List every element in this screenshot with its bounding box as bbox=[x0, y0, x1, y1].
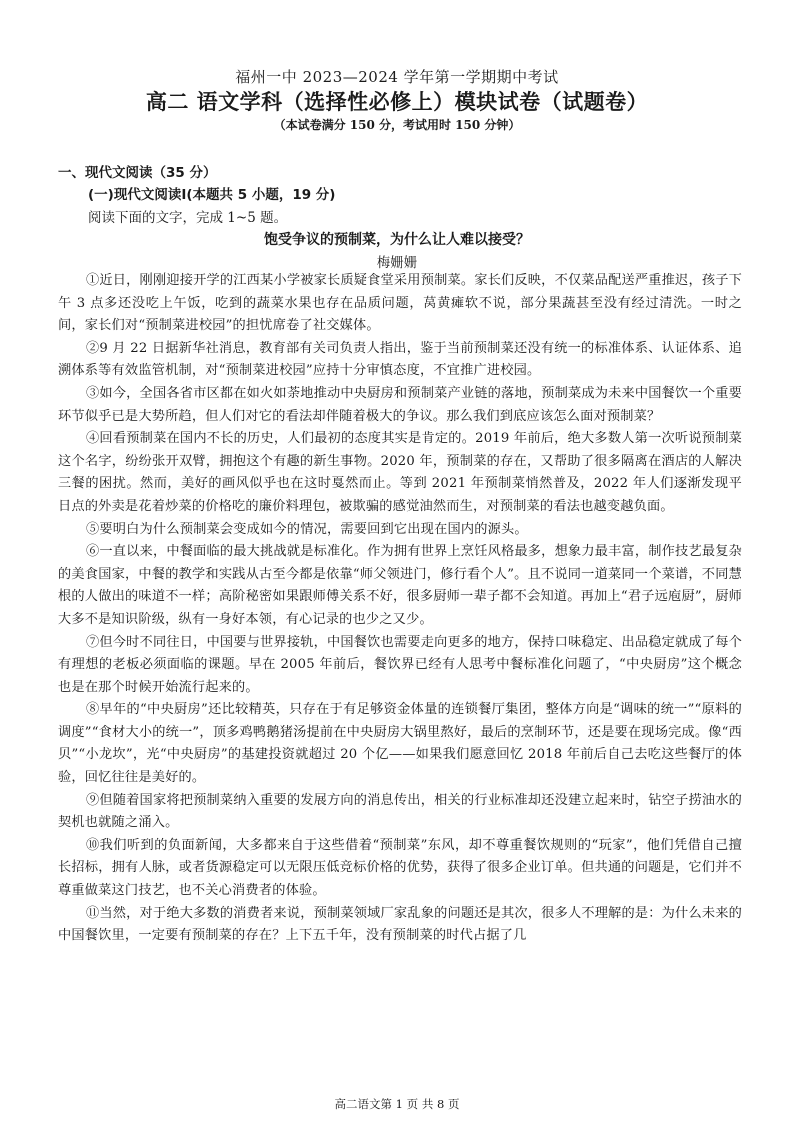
exam-school-heading: 福州一中 2023—2024 学年第一学期期中考试 bbox=[235, 68, 559, 86]
exam-title: 高二 语文学科（选择性必修上）模块试卷（试题卷） bbox=[145, 90, 649, 114]
article-paragraph-8: ⑧早年的“中央厨房”还比较精英，只存在于有足够资金体量的连锁餐厅集团，整体方向是“调味的统一”“原料的调度”“食材大小的统一”，顶多鸡鸭鹅猪汤提前在中央厨房大锅里熬好，最后的烹制环节，还是要在现场完成。像“西贝”“小龙坎”，光“中央厨房”的基建投资就超过 20 个亿——如果我们愿意回忆 2018 年前后自己去吃这些餐厅的体验，回忆往往是美好的。 bbox=[58, 702, 742, 786]
article-paragraph-11: ⑪当然，对于绝大多数的消费者来说，预制菜领域厂家乱象的问题还是其次，很多人不理解的是：为什么未来的中国餐饮里，一定要有预制菜的存在？上下五千年，没有预制菜的时代占据了几 bbox=[58, 905, 742, 944]
page-footer: 高二语文第 1 页 共 8 页 bbox=[334, 1097, 460, 1111]
section-title: 一、现代文阅读（35 分） bbox=[58, 165, 217, 181]
article-paragraph-6: ⑥一直以来，中餐面临的最大挑战就是标准化。作为拥有世界上烹饪风格最多，想象力最丰富，制作技艺最复杂的美食国家，中餐的教学和实践从古至今都是依靠“师父领进门，修行看个人”。且不说同一道菜同一个菜谱，不同慧根的人做出的味道不一样；高阶秘密如果跟师傅关系不好，很多厨师一辈子都不会知道。再加上“君子远庖厨”，厨师大多不是知识阶级，纵有一身好本领，有心记录的也少之又少。 bbox=[58, 544, 742, 627]
article-paragraph-10: ⑩我们听到的负面新闻，大多都来自于这些借着“预制菜”东风，却不尊重餐饮规则的“玩家”，他们凭借自己擅长招标，拥有人脉，或者货源稳定可以无限压低竞标价格的优势，获得了很多企业订单。但共通的问题是，它们并不尊重做菜这门技艺，也不关心消费者的体验。 bbox=[58, 837, 742, 899]
article-body bbox=[58, 270, 742, 948]
subsection-title: (一)现代文阅读Ⅰ(本题共 5 小题，19 分) bbox=[88, 187, 336, 203]
article-paragraph-2: ②9 月 22 日据新华社消息，教育部有关司负责人指出，鉴于当前预制菜还没有统一的标准体系、认证体系、追溯体系等有效监管机制，对“预制菜进校园”应持十分审慎态度，不宜推广进校园。 bbox=[58, 340, 742, 379]
article-paragraph-3: ③如今，全国各省市区都在如火如荼地推动中央厨房和预制菜产业链的落地，预制菜成为未来中国餐饮一个重要环节似乎已是大势所趋，但人们对它的看法却伴随着极大的争议。那么我们到底应该怎么面对预制菜？ bbox=[58, 385, 742, 424]
article-author: 梅姗姗 bbox=[376, 255, 418, 271]
article-paragraph-1: ①近日，刚刚迎接开学的江西某小学被家长质疑食堂采用预制菜。家长们反映，不仅菜品配送严重推迟，孩子下午 3 点多还没吃上午饭，吃到的蔬菜水果也存在品质问题，莴黄瘫软不说，部分果蔬甚至没有经过清洗。一时之间，家长们对“预制菜进校园”的担忧席卷了社交媒体。 bbox=[58, 273, 742, 334]
article-paragraph-7: ⑦但今时不同往日，中国要与世界接轨，中国餐饮也需要走向更多的地方，保持口味稳定、出品稳定就成了每个有理想的老板必须面临的课题。早在 2005 年前后，餐饮界已经有人思考中餐标准化问题了，“中央厨房”这个概念也是在那个时候开始流行起来的。 bbox=[58, 634, 742, 695]
article-paragraph-4: ④回看预制菜在国内不长的历史，人们最初的态度其实是肯定的。2019 年前后，绝大多数人第一次听说预制菜这个名字，纷纷张开双臂，拥抱这个有趣的新生事物。2020 年，预制菜的存在，又帮助了很多隔离在酒店的人解决三餐的困扰。然而，美好的画风似乎也在这时戛然而止。等到 2021 年预制菜悄然普及，2022 年人们逐渐发现平日点的外卖是花着炒菜的价格吃的廉价料理包，被欺骗的感觉油然而生，对预制菜的看法也越变越负面。 bbox=[58, 431, 742, 514]
article-paragraph-9: ⑨但随着国家将把预制菜纳入重要的发展方向的消息传出，相关的行业标准却还没建立起来时，钻空子捞油水的契机也就随之涌入。 bbox=[58, 792, 742, 831]
article-title: 饱受争议的预制菜，为什么让人难以接受？ bbox=[264, 232, 530, 248]
article-paragraph-5: ⑤要明白为什么预制菜会变成如今的情况，需要回到它出现在国内的源头。 bbox=[86, 521, 528, 537]
reading-instruction: 阅读下面的文字，完成 1~5 题。 bbox=[88, 210, 288, 226]
exam-subtitle: （本试卷满分 150 分，考试用时 150 分钟） bbox=[273, 118, 521, 132]
